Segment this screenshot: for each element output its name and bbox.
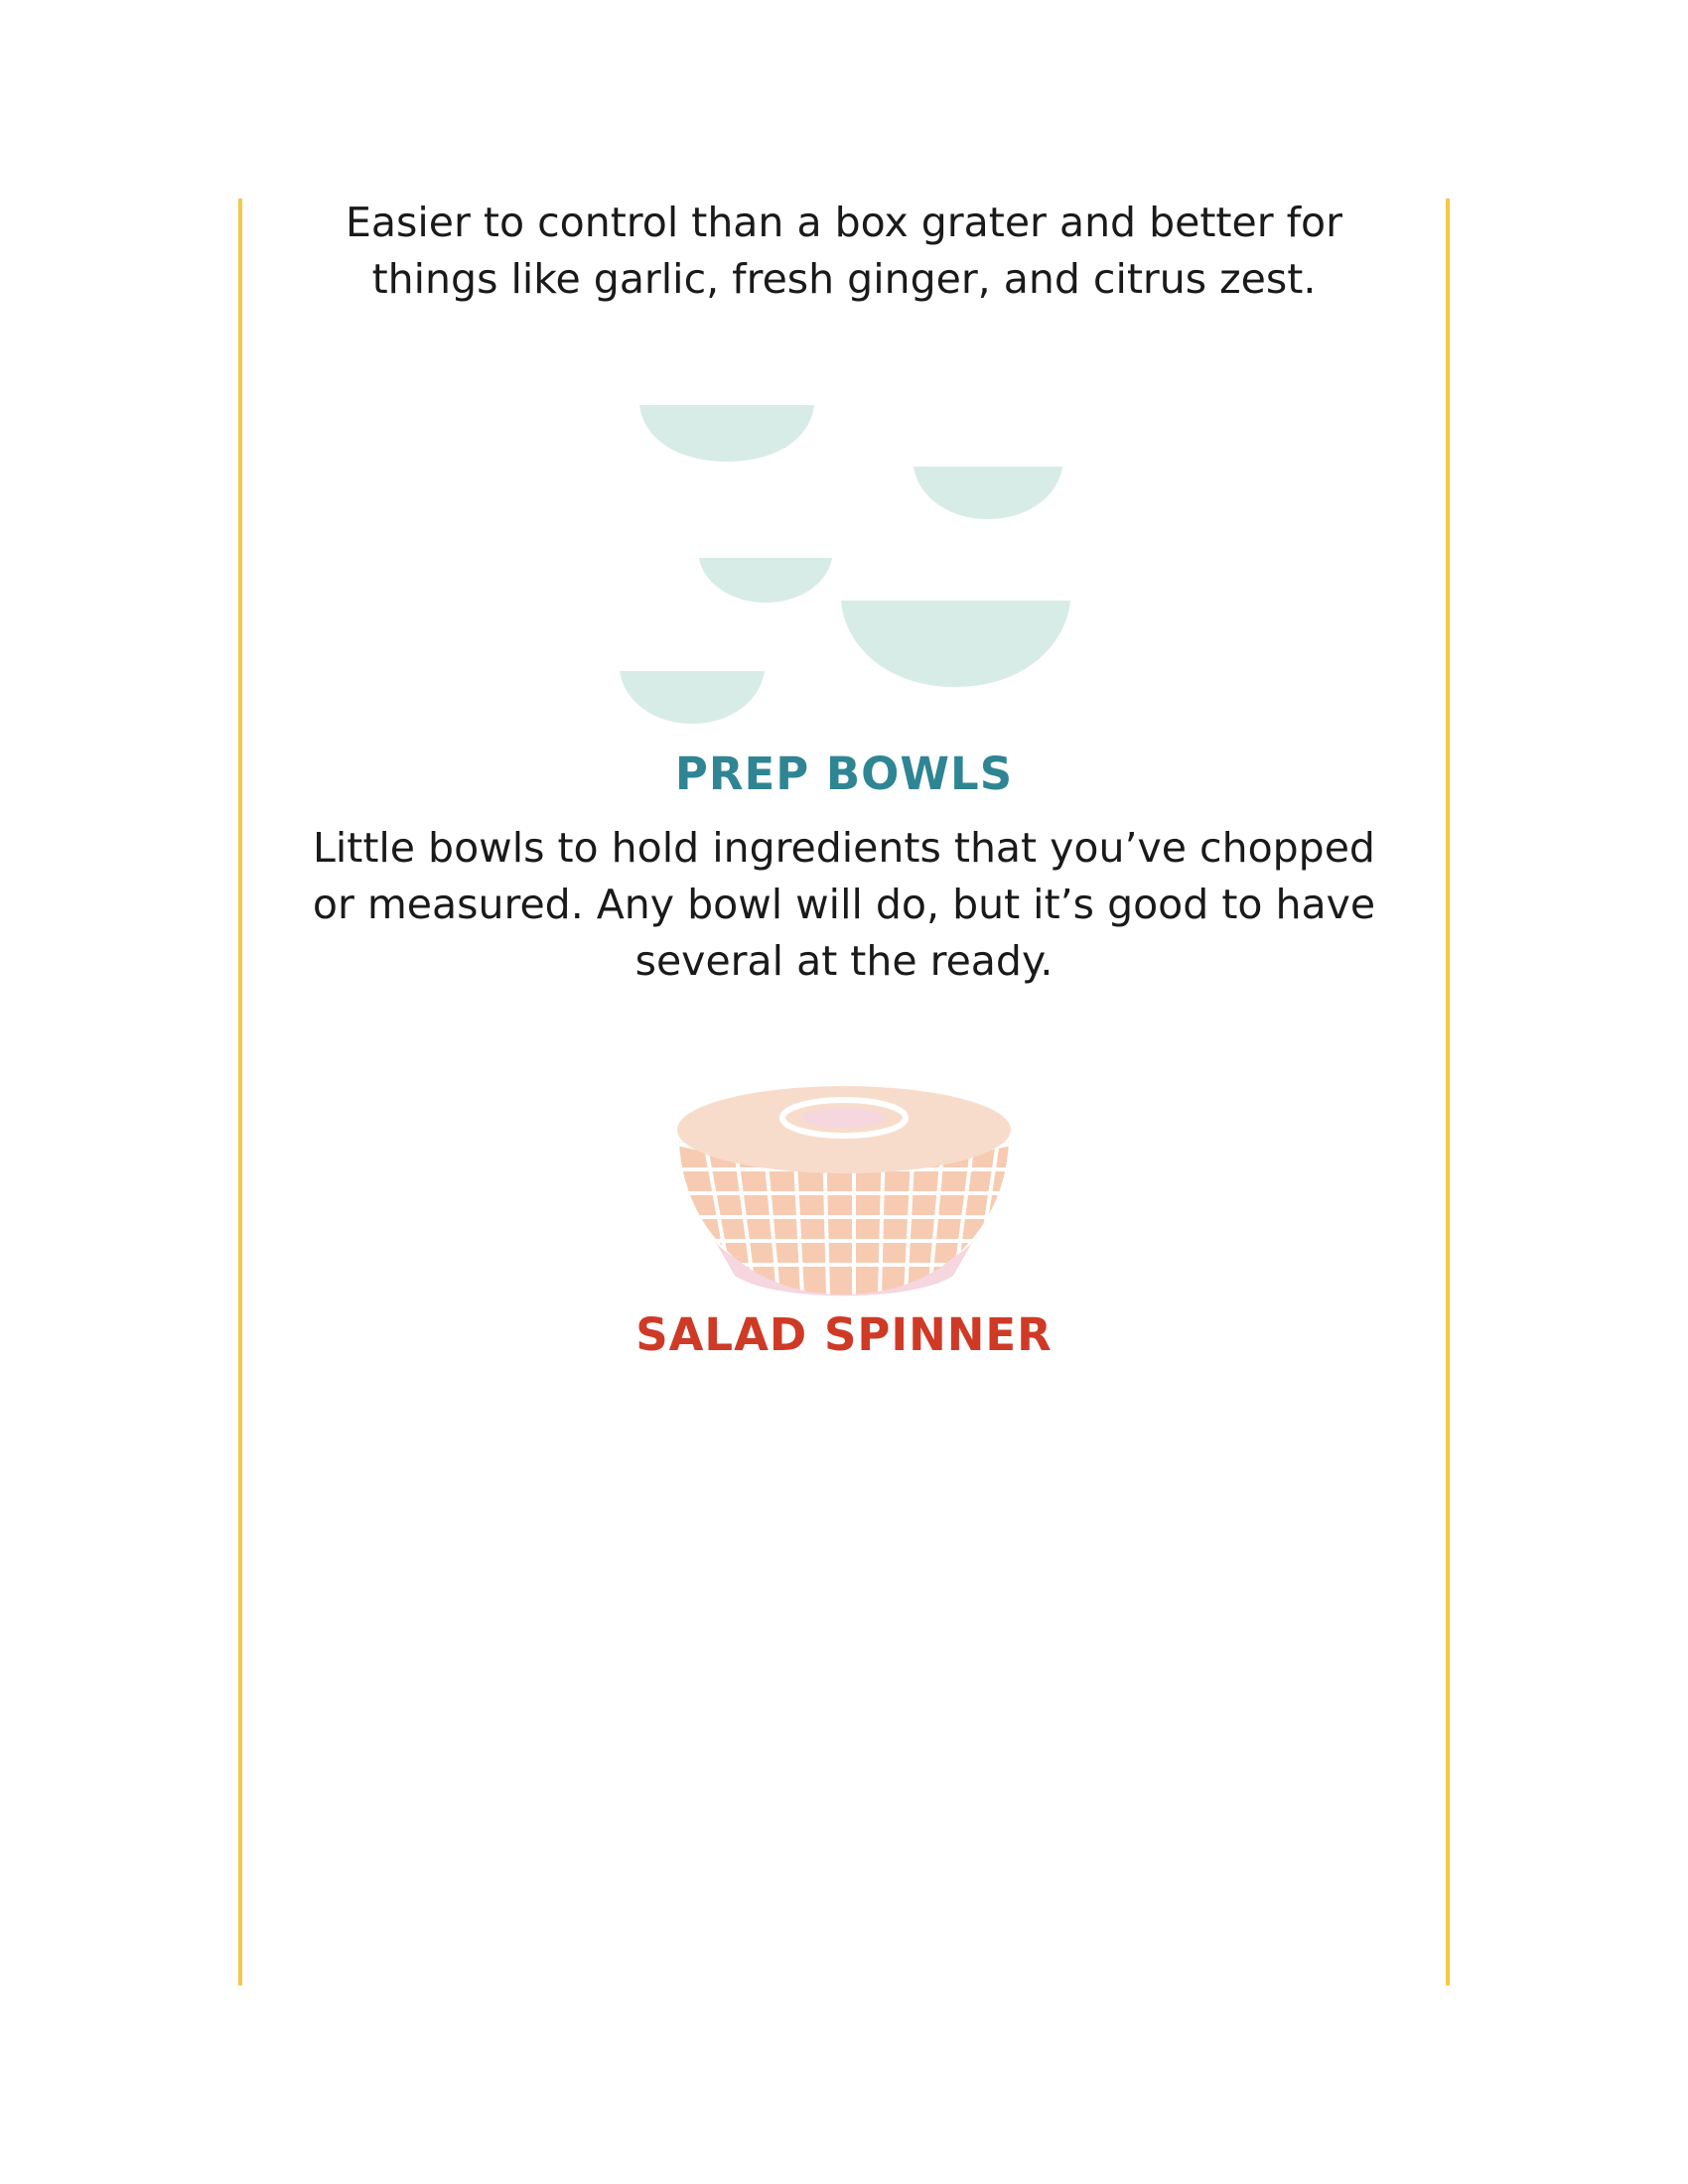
salad-spinner-icon: [655, 1072, 1033, 1310]
prep-bowls-icon: [596, 392, 1092, 740]
bowl-shape: [699, 558, 832, 603]
bowl-shape: [914, 467, 1062, 519]
prep-bowls-title: PREP BOWLS: [674, 748, 1014, 800]
grater-description: Easier to control than a box grater and better for things like garlic, fresh ginger, and citrus zest.: [346, 199, 1342, 303]
left-border-rule: [238, 199, 242, 1985]
right-border-rule: [1446, 199, 1450, 1985]
bowl-shape: [639, 405, 814, 462]
prep-bowls-description: Little bowls to hold ingredients that you’ve chopped or measured. Any bowl will do, but it’s good to have several at the ready.: [312, 824, 1376, 985]
bowl-shape: [620, 671, 765, 724]
bowl-shape: [841, 601, 1070, 687]
salad-spinner-title: SALAD SPINNER: [635, 1308, 1053, 1361]
